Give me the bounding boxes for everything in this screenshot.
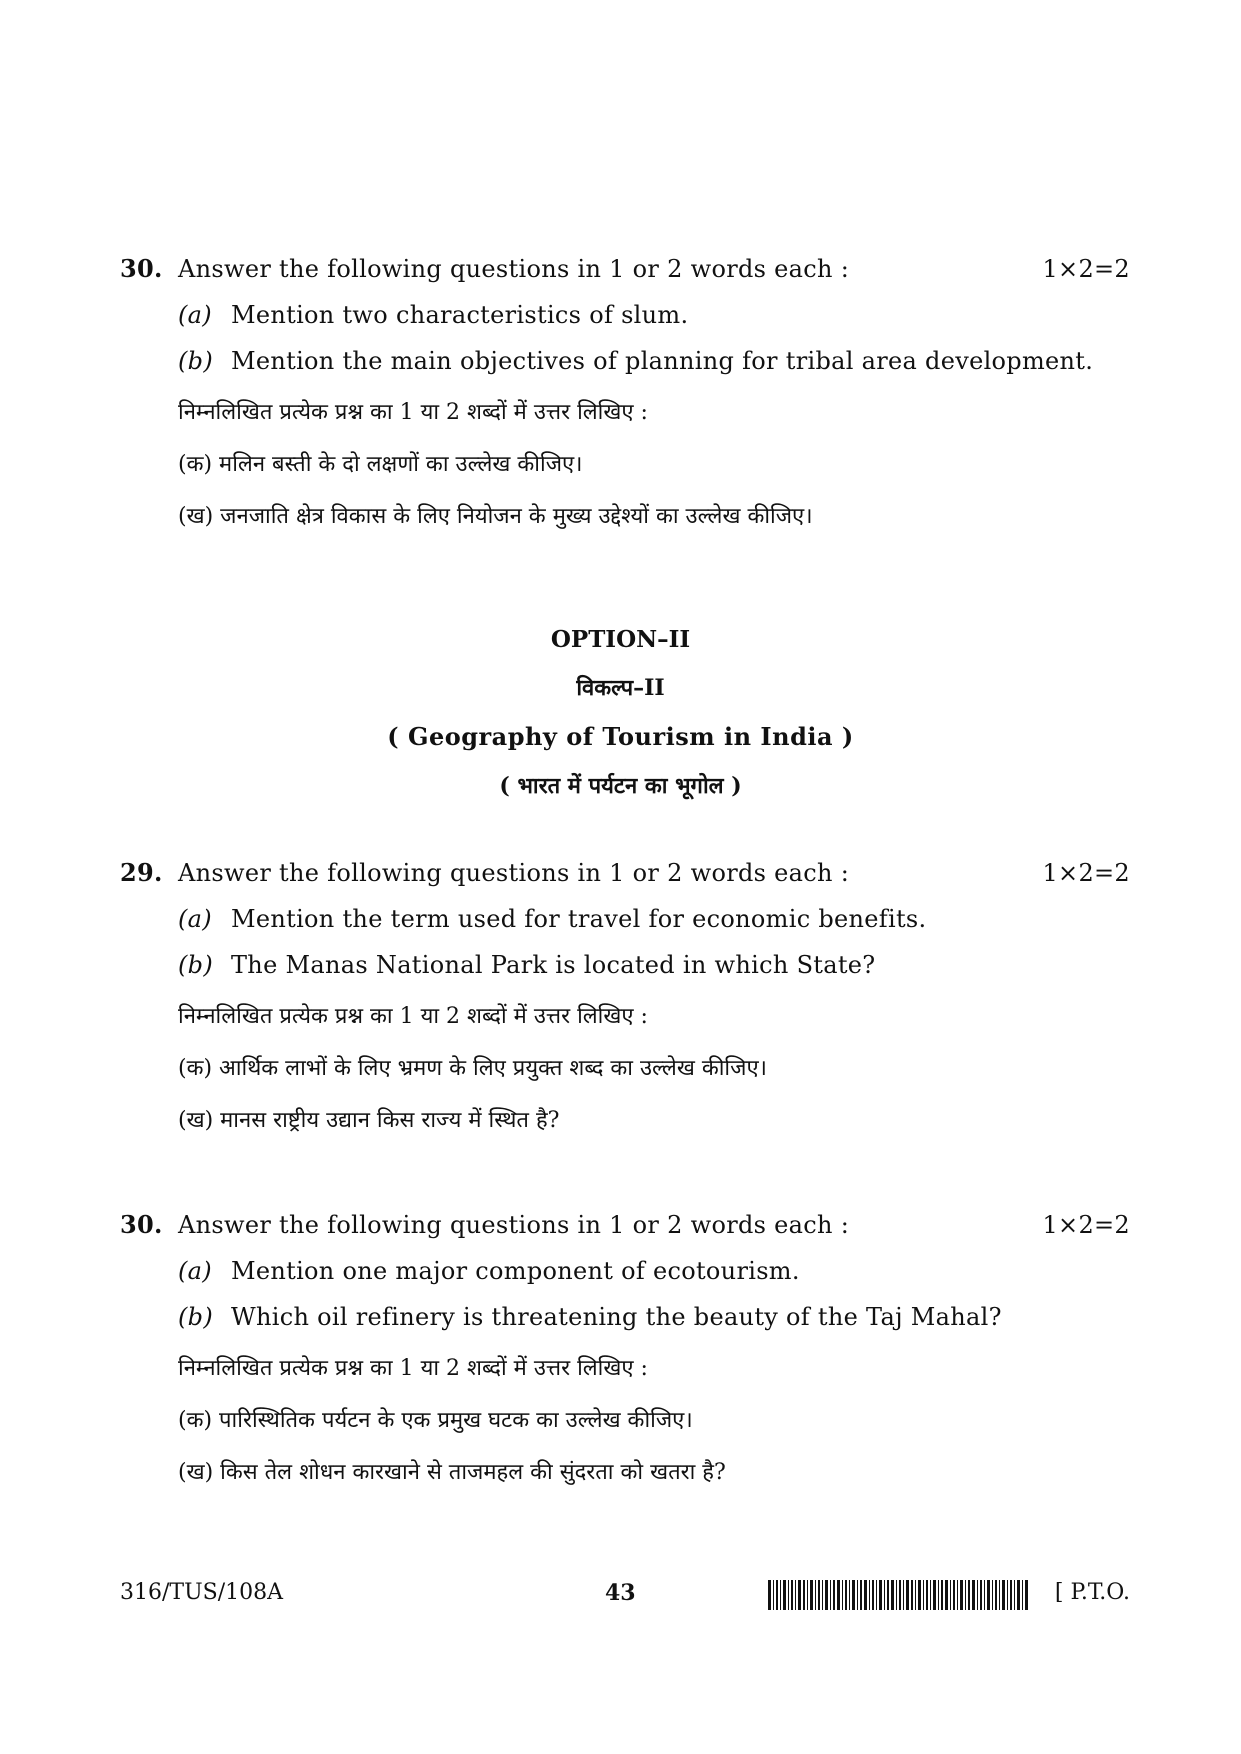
sub-label-a: (a): [178, 905, 212, 933]
marks: 1×2=2: [1042, 255, 1130, 283]
question-text: Answer the following questions in 1 or 2 words each :: [178, 1211, 850, 1239]
section-title: ( Geography of Tourism in India ): [387, 722, 854, 751]
hindi-sub-b: (ख) किस तेल शोधन कारखाने से ताजमहल की सुंदरता को खतरा है?: [178, 1460, 726, 1485]
section-title-hindi: ( भारत में पर्यटन का भूगोल ): [499, 773, 742, 799]
barcode-icon: [768, 1580, 1028, 1610]
hindi-sub-b: (ख) मानस राष्ट्रीय उद्यान किस राज्य में स्थित है?: [178, 1108, 560, 1133]
page-number: 43: [605, 1580, 636, 1606]
page-footer: [120, 1580, 1130, 1612]
hindi-stem: निम्नलिखित प्रत्येक प्रश्न का 1 या 2 शब्दों में उत्तर लिखिए :: [178, 1004, 648, 1029]
marks: 1×2=2: [1042, 1211, 1130, 1239]
sub-question-b: Mention the main objectives of planning for tribal area development.: [231, 347, 1094, 375]
question-number: 30.: [120, 1210, 163, 1239]
hindi-sub-b: (ख) जनजाति क्षेत्र विकास के लिए नियोजन के मुख्य उद्देश्यों का उल्लेख कीजिए।: [178, 504, 813, 529]
hindi-stem: निम्नलिखित प्रत्येक प्रश्न का 1 या 2 शब्दों में उत्तर लिखिए :: [178, 400, 648, 425]
sub-question-b: The Manas National Park is located in which State?: [231, 951, 876, 979]
sub-label-a: (a): [178, 1257, 212, 1285]
question-text: Answer the following questions in 1 or 2 words each :: [178, 255, 850, 283]
sub-question-a: Mention the term used for travel for economic benefits.: [231, 905, 927, 933]
sub-question-a: Mention one major component of ecotourism.: [231, 1257, 800, 1285]
hindi-stem: निम्नलिखित प्रत्येक प्रश्न का 1 या 2 शब्दों में उत्तर लिखिए :: [178, 1356, 648, 1381]
sub-label-b: (b): [178, 1303, 213, 1331]
question-29: [120, 858, 1130, 1136]
marks: 1×2=2: [1042, 859, 1130, 887]
sub-question-b: Which oil refinery is threatening the beauty of the Taj Mahal?: [231, 1303, 1002, 1331]
sub-label-b: (b): [178, 347, 213, 375]
paper-code: 316/TUS/108A: [120, 1580, 283, 1605]
pto-label: [ P.T.O.: [1054, 1580, 1130, 1605]
question-30-slum: [120, 254, 1130, 532]
question-30-ecotourism: [120, 1210, 1130, 1488]
sub-question-a: Mention two characteristics of slum.: [231, 301, 689, 329]
question-text: Answer the following questions in 1 or 2 words each :: [178, 859, 850, 887]
hindi-sub-a: (क) मलिन बस्ती के दो लक्षणों का उल्लेख कीजिए।: [178, 452, 583, 477]
hindi-sub-a: (क) पारिस्थितिक पर्यटन के एक प्रमुख घटक का उल्लेख कीजिए।: [178, 1408, 693, 1433]
option-heading: OPTION–II: [550, 626, 691, 653]
hindi-sub-a: (क) आर्थिक लाभों के लिए भ्रमण के लिए प्रयुक्त शब्द का उल्लेख कीजिए।: [178, 1056, 767, 1081]
question-number: 29.: [120, 858, 163, 887]
sub-label-a: (a): [178, 301, 212, 329]
option-heading-hindi: विकल्प–II: [576, 675, 665, 701]
question-number: 30.: [120, 254, 163, 283]
sub-label-b: (b): [178, 951, 213, 979]
